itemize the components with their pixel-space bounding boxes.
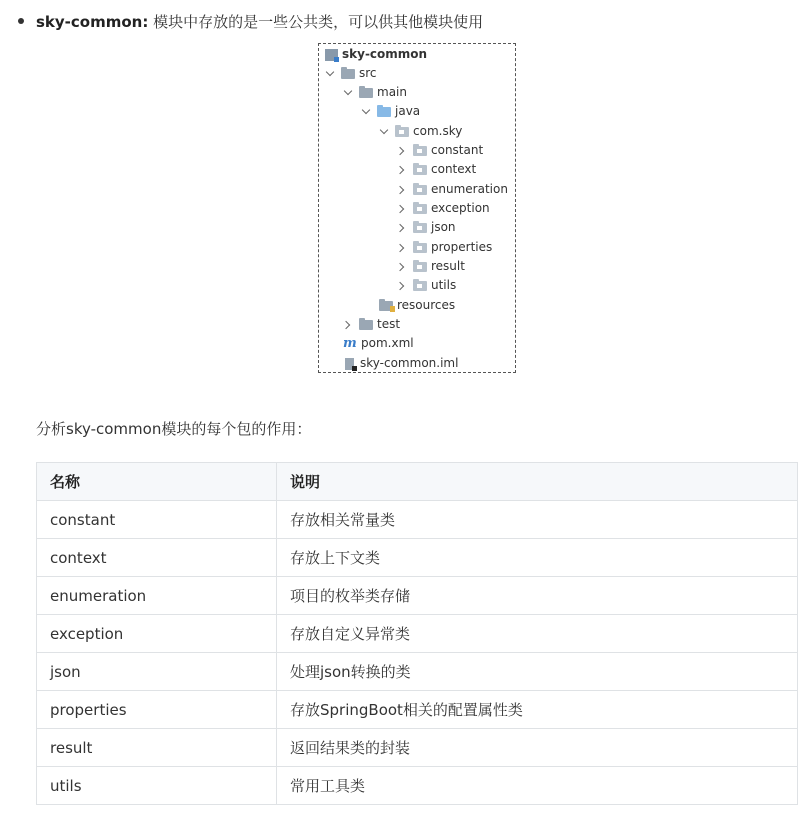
- column-header-description: 说明: [277, 463, 798, 501]
- cell-description: 存放自定义异常类: [277, 615, 798, 653]
- package-icon: [413, 243, 427, 253]
- cell-name: exception: [37, 615, 277, 653]
- tree-test: [343, 315, 400, 334]
- project-tree-figure: [318, 43, 516, 373]
- module-icon: [325, 49, 338, 61]
- cell-description: 存放上下文类: [277, 539, 798, 577]
- cell-name: context: [37, 539, 277, 577]
- tree-root: [325, 45, 427, 64]
- table-row: [37, 577, 798, 615]
- tree-package-item: [397, 180, 508, 199]
- tree-package-label: exception: [431, 201, 490, 215]
- tree-java: [361, 102, 420, 121]
- tree-package-label: json: [431, 220, 456, 234]
- tree-package-item: [397, 276, 456, 295]
- cell-description: 常用工具类: [277, 767, 798, 805]
- chevron-down-icon: [379, 127, 389, 137]
- bullet-icon: [18, 18, 24, 24]
- table-row: [37, 691, 798, 729]
- iml-file-icon: [345, 358, 354, 370]
- chevron-down-icon: [361, 107, 371, 117]
- chevron-down-icon: [325, 69, 335, 79]
- cell-description: 存放SpringBoot相关的配置属性类: [277, 691, 798, 729]
- tree-package-item: [397, 160, 476, 179]
- tree-src: [325, 64, 377, 83]
- chevron-right-icon: [397, 223, 407, 233]
- chevron-down-icon: [343, 88, 353, 98]
- tree-package-label: utils: [431, 278, 457, 292]
- source-folder-icon: [377, 107, 391, 117]
- folder-icon: [359, 88, 373, 98]
- folder-icon: [359, 320, 373, 330]
- tree-test-label: test: [377, 317, 401, 331]
- tree-main-label: main: [377, 85, 407, 99]
- tree-package-label: result: [431, 259, 465, 273]
- tree-main: [343, 83, 407, 102]
- tree-package-item: [397, 141, 483, 160]
- cell-name: constant: [37, 501, 277, 539]
- column-header-name: 名称: [37, 463, 277, 501]
- package-table: [36, 462, 798, 805]
- module-name: sky-common:: [36, 13, 149, 31]
- tree-package-label: context: [431, 162, 477, 176]
- cell-name: result: [37, 729, 277, 767]
- module-description: 模块中存放的是一些公共类，可以供其他模块使用: [148, 13, 484, 31]
- cell-name: utils: [37, 767, 277, 805]
- package-icon: [413, 262, 427, 272]
- tree-package-item: [397, 257, 465, 276]
- package-icon: [413, 281, 427, 291]
- tree-package-label: constant: [431, 143, 484, 157]
- tree-package-label: enumeration: [431, 182, 508, 196]
- maven-icon: m: [343, 336, 357, 351]
- cell-description: 存放相关常量类: [277, 501, 798, 539]
- table-row: [37, 653, 798, 691]
- table-header-row: [37, 463, 798, 501]
- chevron-right-icon: [397, 262, 407, 272]
- chevron-right-icon: [397, 281, 407, 291]
- chevron-right-icon: [397, 146, 407, 156]
- tree-root-label: sky-common: [342, 47, 428, 61]
- analysis-text: 分析sky-common模块的每个包的作用：: [36, 420, 312, 438]
- chevron-right-icon: [397, 243, 407, 253]
- package-icon: [413, 185, 427, 195]
- chevron-right-icon: [343, 320, 353, 330]
- tree-package: [379, 122, 462, 141]
- package-icon: [395, 127, 409, 137]
- tree-pom: [343, 334, 414, 353]
- tree-package-item: [397, 199, 490, 218]
- chevron-right-icon: [397, 165, 407, 175]
- cell-description: 项目的枚举类存储: [277, 577, 798, 615]
- resources-folder-icon: [379, 301, 393, 311]
- tree-package-item: [397, 218, 456, 237]
- cell-name: enumeration: [37, 577, 277, 615]
- tree-src-label: src: [359, 66, 377, 80]
- tree-iml-label: sky-common.iml: [360, 356, 459, 370]
- package-icon: [413, 204, 427, 214]
- chevron-right-icon: [397, 204, 407, 214]
- table-row: [37, 501, 798, 539]
- cell-name: json: [37, 653, 277, 691]
- table-row: [37, 729, 798, 767]
- tree-resources: [379, 296, 455, 315]
- tree-package-label: com.sky: [413, 124, 463, 138]
- tree-package-item: [397, 238, 492, 257]
- package-icon: [413, 223, 427, 233]
- tree-java-label: java: [395, 104, 421, 118]
- cell-description: 处理json转换的类: [277, 653, 798, 691]
- table-row: [37, 539, 798, 577]
- table-row: [37, 767, 798, 805]
- tree-iml: [345, 354, 458, 373]
- package-icon: [413, 165, 427, 175]
- cell-description: 返回结果类的封装: [277, 729, 798, 767]
- folder-icon: [341, 69, 355, 79]
- package-icon: [413, 146, 427, 156]
- intro-bullet: [16, 10, 483, 34]
- tree-resources-label: resources: [397, 298, 456, 312]
- chevron-right-icon: [397, 185, 407, 195]
- tree-package-label: properties: [431, 240, 493, 254]
- cell-name: properties: [37, 691, 277, 729]
- table-row: [37, 615, 798, 653]
- tree-pom-label: pom.xml: [361, 336, 414, 350]
